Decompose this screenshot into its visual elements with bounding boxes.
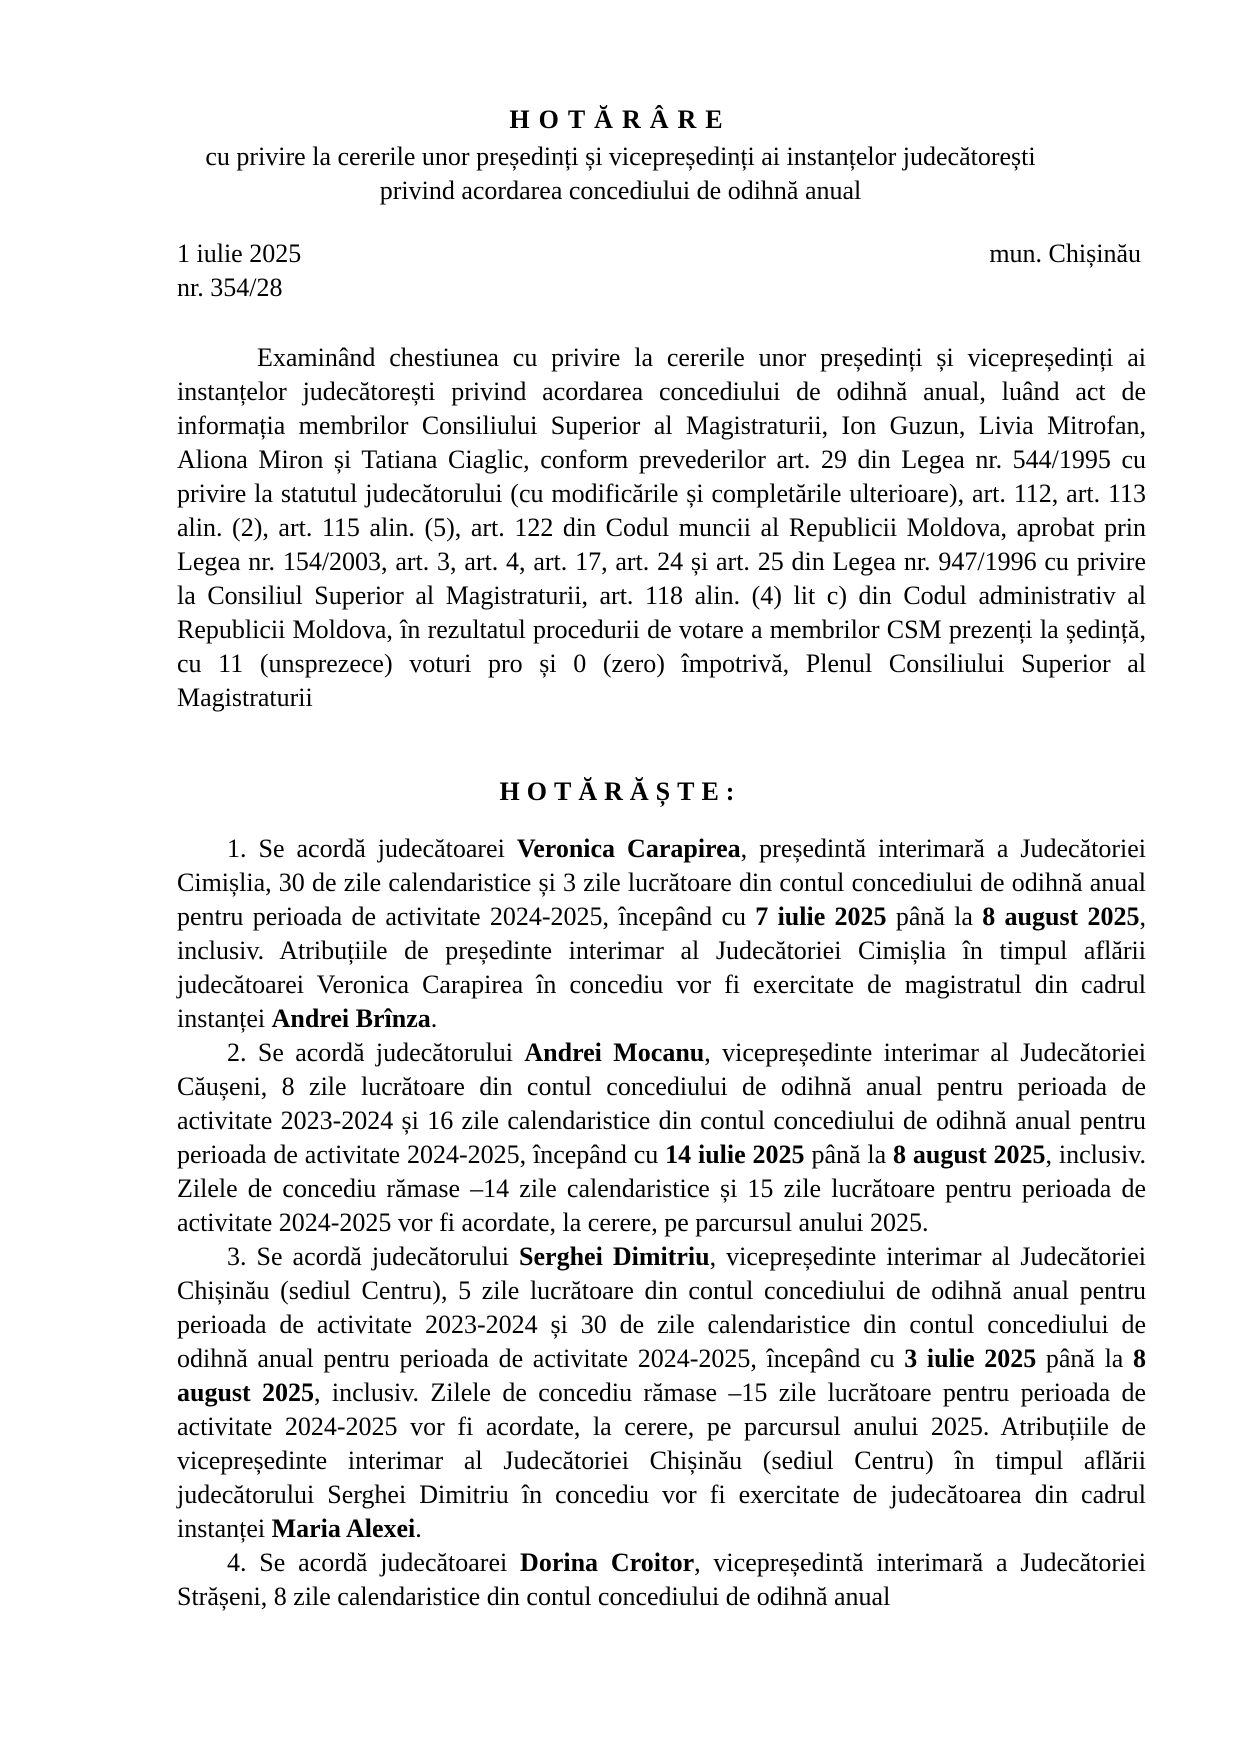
document-location: mun. Chișinău (989, 239, 1141, 268)
document-subtitle (0, 140, 1241, 208)
item-text: , președintă interimară a Judecătoriei Cimișlia, 30 de zile calendaristice și 3 zile lucrătoare din contul concediului de odihnă anual pentru perioada de activitate 2024-2025, începând cu (177, 834, 1147, 931)
item-text: , vicepreședintă interimară a Judecătoriei Strășeni, 8 zile calendaristice din contul concediului de odihnă anual (177, 1548, 1146, 1611)
decision-item-3 (177, 1240, 1146, 1546)
preamble-block (177, 341, 1146, 715)
item-text: până la (1036, 1344, 1134, 1373)
end-date: 8 august 2025 (982, 902, 1140, 931)
judge-name: Veronica Carapirea (516, 834, 741, 863)
preamble-paragraph: Examinând chestiunea cu privire la cererile unor președinți și vicepreședinți ai instanțelor judecătorești privind acordarea concediului de odihnă anual, luând act de informația membrilor Consiliului Superior al Magistraturii, Ion Guzun, Livia Mitrofan, Aliona Miron și Tatiana Ciaglic, conform prevederilor art. 29 din Legea nr. 544/1995 cu privire la statutul judecătorului (cu modificările și completările ulterioare), art. 112, art. 113 alin. (2), art. 115 alin. (5), art. 122 din Codul muncii al Republicii Moldova, aprobat prin Legea nr. 154/2003, art. 3, art. 4, art. 17, art. 24 și art. 25 din Legea nr. 947/1996 cu privire la Consiliul Superior al Magistraturii, art. 118 alin. (4) lit c) din Codul administrativ al Republicii Moldova, în rezultatul procedurii de votare a membrilor CSM prezenți la ședință, cu 11 (unsprezece) voturi pro și 0 (zero) împotrivă, Plenul Consiliului Superior al Magistraturii (177, 343, 1146, 712)
item-text: . (415, 1514, 422, 1543)
start-date: 3 iulie 2025 (904, 1344, 1037, 1373)
item-text: , vicepreședinte interimar al Judecătoriei Căușeni, 8 zile lucrătoare din contul concediului de odihnă anual pentru perioada de activitate 2023-2024 și 16 zile calendaristice din contul concediului de odihnă anual pentru perioada de activitate 2024-2025, începând cu (177, 1038, 1146, 1169)
item-text: . (430, 1004, 438, 1033)
item-text: 1. Se acordă judecătoarei (227, 834, 517, 863)
end-date: 8 august 2025 (177, 1344, 1147, 1407)
item-text: 3. Se acordă judecătorului (227, 1242, 520, 1271)
item-text: , inclusiv. Zilele de concediu rămase –14 zile calendaristice și 15 zile lucrătoare pentru perioada de activitate 2024-2025 vor fi acordate, la cerere, pe parcursul anului 2025. (177, 1140, 1147, 1237)
substitute-name: Andrei Brînza (271, 1004, 431, 1033)
document-date: 1 iulie 2025 (177, 239, 302, 268)
item-text: , inclusiv. Atribuțiile de președinte interimar al Judecătoriei Cimișlia în timpul aflării judecătoarei Veronica Carapirea în concediu vor fi exercitate de magistratul din cadrul instanței (177, 902, 1146, 1033)
decision-item-1 (177, 832, 1146, 1036)
decision-item-4 (177, 1546, 1146, 1614)
item-text: , inclusiv. Zilele de concediu rămase –15 zile lucrătoare pentru perioada de activitate 2024-2025 vor fi acordate, la cerere, pe parcursul anului 2025. Atribuțiile de vicepreședinte interimar al Judecătoriei Chișinău (sediul Centru) în timpul aflării judecătorului Serghei Dimitriu în concediu vor fi exercitate de judecătoarea din cadrul instanței (177, 1378, 1146, 1543)
judge-name: Andrei Mocanu (524, 1038, 705, 1067)
start-date: 7 iulie 2025 (755, 902, 887, 931)
substitute-name: Maria Alexei (271, 1514, 416, 1543)
item-text: 4. Se acordă judecătoarei (227, 1548, 521, 1577)
item-text: 2. Se acordă judecătorului (227, 1038, 525, 1067)
decision-item-2 (177, 1036, 1146, 1240)
document-title: HOTĂRÂRE (509, 105, 732, 134)
judge-name: Dorina Croitor (520, 1548, 695, 1577)
item-text: până la (804, 1140, 894, 1169)
start-date: 14 iulie 2025 (665, 1140, 805, 1169)
document-number: nr. 354/28 (177, 273, 283, 302)
subtitle-line-1: cu privire la cererile unor președinți și vicepreședinți ai instanțelor judecătorești (205, 142, 1036, 171)
decision-heading: HOTĂRĂȘTE: (499, 777, 742, 806)
item-text: , vicepreședinte interimar al Judecătoriei Chișinău (sediul Centru), 5 zile lucrătoare din contul concediului de odihnă anual pentru perioada de activitate 2023-2024 și 30 de zile calendaristice din contul concediului de odihnă anual pentru perioada de activitate 2024-2025, începând cu (177, 1242, 1147, 1373)
end-date: 8 august 2025 (893, 1140, 1046, 1169)
judge-name: Serghei Dimitriu (519, 1242, 710, 1271)
item-text: până la (886, 902, 983, 931)
subtitle-line-2: privind acordarea concediului de odihnă anual (379, 176, 862, 205)
decision-items (177, 832, 1146, 1614)
